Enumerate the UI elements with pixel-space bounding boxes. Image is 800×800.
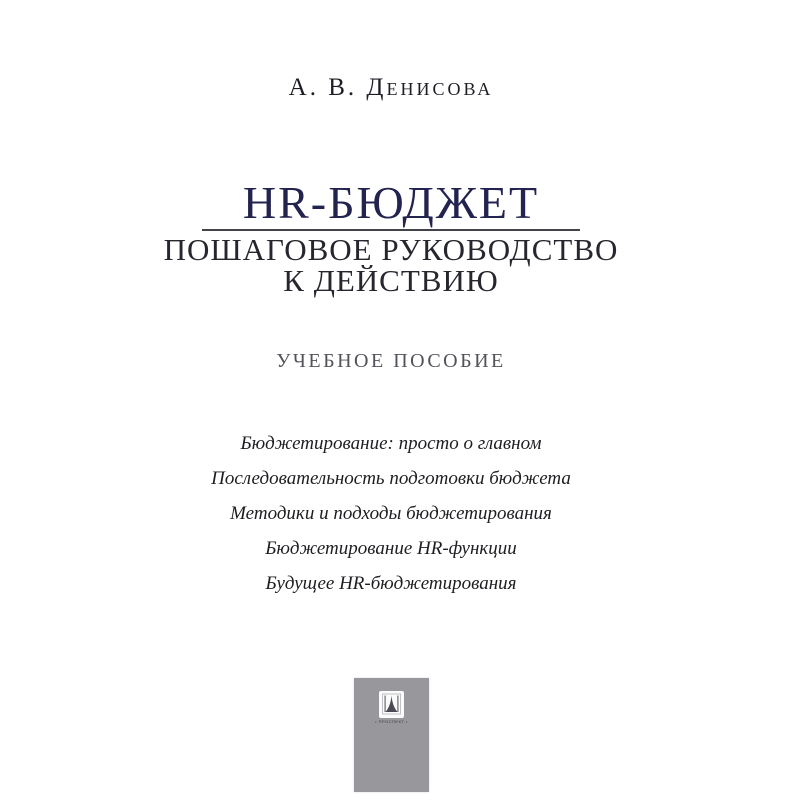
feature-item: Бюджетирование: просто о главном (240, 433, 542, 454)
publisher-name-label: • ПРОСПЕКТ • (375, 719, 408, 724)
author-name: А. В. Денисова (288, 74, 494, 101)
book-title: HR-БЮДЖЕТ (242, 177, 540, 228)
feature-item: Будущее HR-бюджетирования (265, 573, 517, 594)
feature-item: Методики и подходы бюджетирования (230, 503, 552, 524)
subtitle-line-2: К ДЕЙСТВИЮ (283, 263, 499, 298)
subtitle-line-1: ПОШАГОВОЕ РУКОВОДСТВО (163, 232, 619, 267)
feature-item: Последовательность подготовки бюджета (211, 468, 571, 489)
edition-type: УЧЕБНОЕ ПОСОБИЕ (276, 350, 506, 372)
publisher-colophon (354, 678, 429, 792)
feature-item: Бюджетирование HR-функции (265, 538, 517, 559)
feature-list (0, 432, 791, 607)
title-divider (202, 229, 580, 231)
book-subtitle (0, 234, 791, 296)
prospekt-publisher-logo-icon (379, 691, 404, 718)
